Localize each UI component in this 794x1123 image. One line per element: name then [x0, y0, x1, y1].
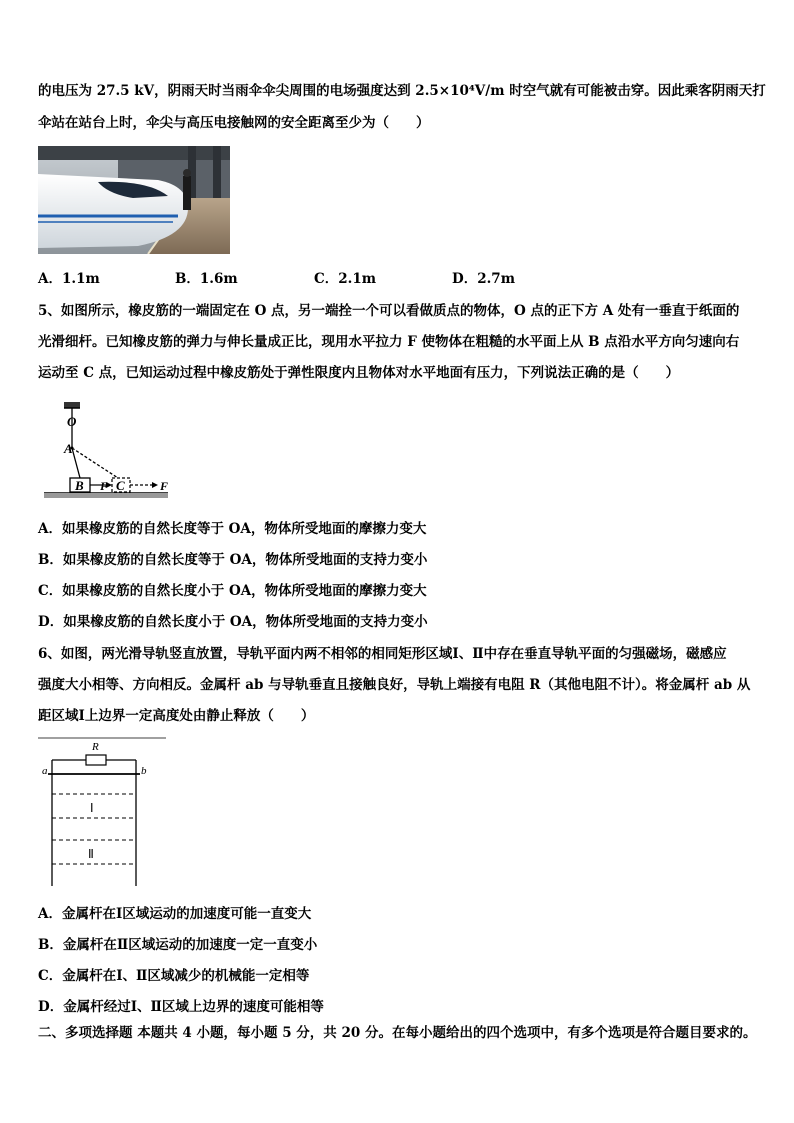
- label-region-1: Ⅰ: [90, 801, 94, 815]
- section2-header: 二、多项选择题 本题共 4 小题，每小题 5 分，共 20 分。在每小题给出的四个选项中，有多个选项是符合题目要求的。: [38, 1025, 757, 1041]
- label-b: B: [75, 478, 84, 493]
- label-region-2: Ⅱ: [88, 847, 94, 861]
- label-r: R: [92, 741, 99, 753]
- q6-text-line1: 6、如图，两光滑导轨竖直放置，导轨平面内两不相邻的相同矩形区域Ⅰ、Ⅱ中存在垂直导轨平面的匀强磁场，磁感应: [38, 646, 727, 662]
- label-o: O: [67, 414, 77, 429]
- label-f2: F: [160, 479, 169, 493]
- label-b: b: [141, 765, 147, 777]
- label-a: A: [64, 441, 73, 456]
- q6-option-a: A．金属杆在Ⅰ区域运动的加速度可能一直变大: [38, 906, 312, 922]
- train-photo: [38, 146, 230, 254]
- q4-text-line2: 伞站在站台上时，伞尖与高压电接触网的安全距离至少为（ ）: [38, 115, 430, 131]
- q6-option-d: D．金属杆经过Ⅰ、Ⅱ区域上边界的速度可能相等: [38, 999, 324, 1015]
- q4-text-line1: 的电压为 27.5 kV，阴雨天时当雨伞伞尖周围的电场强度达到 2.5×10⁴V/m 时空气就有可能被击穿。因此乘客阴雨天打: [38, 83, 766, 99]
- q5-text-line1: 5、如图所示，橡皮筋的一端固定在 O 点，另一端拴一个可以看做质点的物体，O 点的正下方 A 处有一垂直于纸面的: [38, 303, 740, 319]
- q4-option-a: A．1.1m: [38, 271, 100, 287]
- q4-option-c: C．2.1m: [314, 271, 377, 287]
- q5-text-line3: 运动至 C 点，已知运动过程中橡皮筋处于弹性限度内且物体对水平地面有压力，下列说法正确的是（ ）: [38, 365, 680, 381]
- q6-text-line3: 距区域Ⅰ上边界一定高度处由静止释放（ ）: [38, 708, 315, 724]
- rubber-band-diagram: [40, 398, 172, 502]
- q5-text-line2: 光滑细杆。已知橡皮筋的弹力与伸长量成正比，现用水平拉力 F 使物体在粗糙的水平面上从 B 点沿水平方向匀速向右: [38, 334, 740, 350]
- label-f1: F: [100, 479, 109, 493]
- q6-option-b: B．金属杆在Ⅱ区域运动的加速度一定一直变小: [38, 937, 318, 953]
- q6-option-c: C．金属杆在Ⅰ、Ⅱ区域减少的机械能一定相等: [38, 968, 310, 984]
- q4-option-b: B．1.6m: [175, 271, 238, 287]
- q5-option-c: C．如果橡皮筋的自然长度小于 OA，物体所受地面的摩擦力变大: [38, 583, 427, 599]
- q5-option-d: D．如果橡皮筋的自然长度小于 OA，物体所受地面的支持力变小: [38, 614, 428, 630]
- q5-option-b: B．如果橡皮筋的自然长度等于 OA，物体所受地面的支持力变小: [38, 552, 428, 568]
- rails-diagram: [38, 734, 168, 890]
- q4-option-d: D．2.7m: [452, 271, 515, 287]
- q5-option-a: A．如果橡皮筋的自然长度等于 OA，物体所受地面的摩擦力变大: [38, 521, 427, 537]
- label-a: a: [42, 765, 48, 777]
- label-c: C: [116, 478, 125, 493]
- q6-text-line2: 强度大小相等、方向相反。金属杆 ab 与导轨垂直且接触良好，导轨上端接有电阻 R（其他电阻不计）。将金属杆 ab 从: [38, 677, 751, 693]
